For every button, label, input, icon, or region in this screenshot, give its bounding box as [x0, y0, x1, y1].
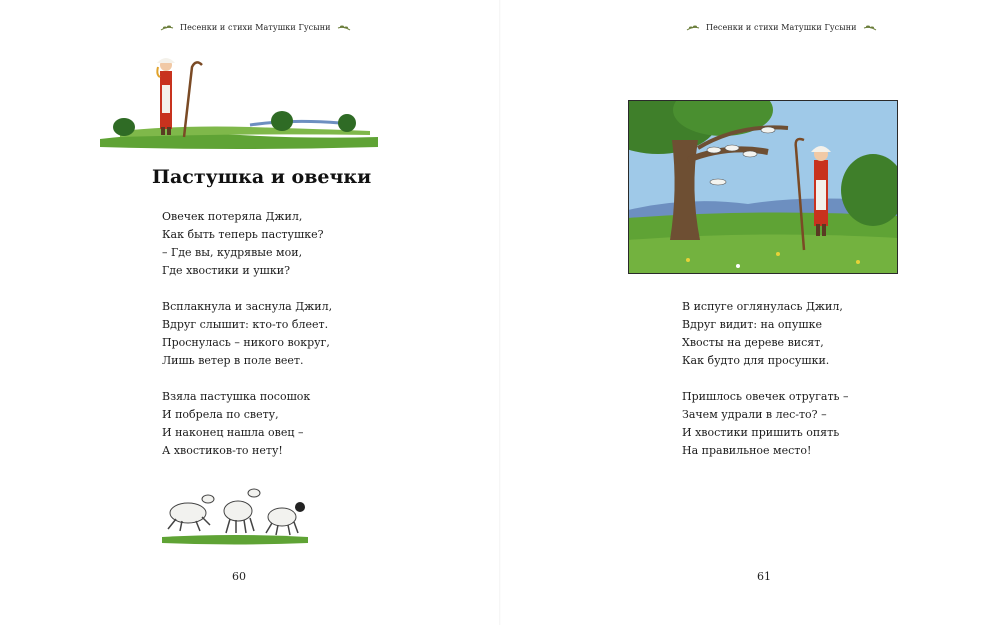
verse-line: Где хвостики и ушки?: [162, 264, 290, 277]
sprig-ornament-icon: [686, 24, 700, 32]
running-head-text: Песенки и стихи Матушки Гусыни: [180, 23, 331, 32]
sheep-vignette-illustration: [160, 485, 310, 547]
verse-line: Зачем удрали в лес-то? –: [682, 408, 827, 421]
stanza-4: [682, 298, 843, 370]
verse-line: Вдруг видит: на опушке: [682, 318, 822, 331]
stanza-5: [682, 388, 849, 460]
verse-line: И побрела по свету,: [162, 408, 279, 421]
sprig-ornament-icon: [337, 24, 351, 32]
verse-line: – Где вы, кудрявые мои,: [162, 246, 303, 259]
verse-line: На правильное место!: [682, 444, 812, 457]
verse-line: Взяла пастушка посошок: [162, 390, 311, 403]
sheep-1: [168, 495, 214, 531]
verse-line: И наконец нашла овец –: [162, 426, 304, 439]
stanza-3: [162, 388, 310, 460]
page-number-right: 61: [757, 570, 771, 583]
left-page: [0, 0, 500, 625]
running-head-text: Песенки и стихи Матушки Гусыни: [706, 23, 857, 32]
sheep-2: [224, 489, 260, 533]
sprig-ornament-icon: [160, 24, 174, 32]
tails-on-tree-illustration: [628, 100, 898, 274]
running-head-right: [686, 23, 877, 32]
poem-title: Пастушка и овечки: [152, 166, 372, 188]
running-head-left: [160, 23, 351, 32]
page-number-left: 60: [232, 570, 246, 583]
verse-line: Вдруг слышит: кто-то блеет.: [162, 318, 329, 331]
verse-line: И хвостики пришить опять: [682, 426, 840, 439]
verse-line: В испуге оглянулась Джил,: [682, 300, 843, 313]
verse-line: Всплакнула и заснула Джил,: [162, 300, 333, 313]
verse-line: Как быть теперь пастушке?: [162, 228, 324, 241]
stanza-1: [162, 208, 323, 280]
sheep-3: [266, 502, 305, 535]
verse-line: Проснулась – никого вокруг,: [162, 336, 330, 349]
sprig-ornament-icon: [863, 24, 877, 32]
verse-line: Как будто для просушки.: [682, 354, 830, 367]
verse-line: Пришлось овечек отругать –: [682, 390, 849, 403]
right-page: [500, 0, 1001, 625]
verse-line: Овечек потеряла Джил,: [162, 210, 303, 223]
verse-line: Хвосты на дереве висят,: [682, 336, 824, 349]
verse-line: А хвостиков-то нету!: [162, 444, 283, 457]
stanza-2: [162, 298, 332, 370]
verse-line: Лишь ветер в поле веет.: [162, 354, 304, 367]
shepherdess-vignette-illustration: [100, 55, 380, 151]
